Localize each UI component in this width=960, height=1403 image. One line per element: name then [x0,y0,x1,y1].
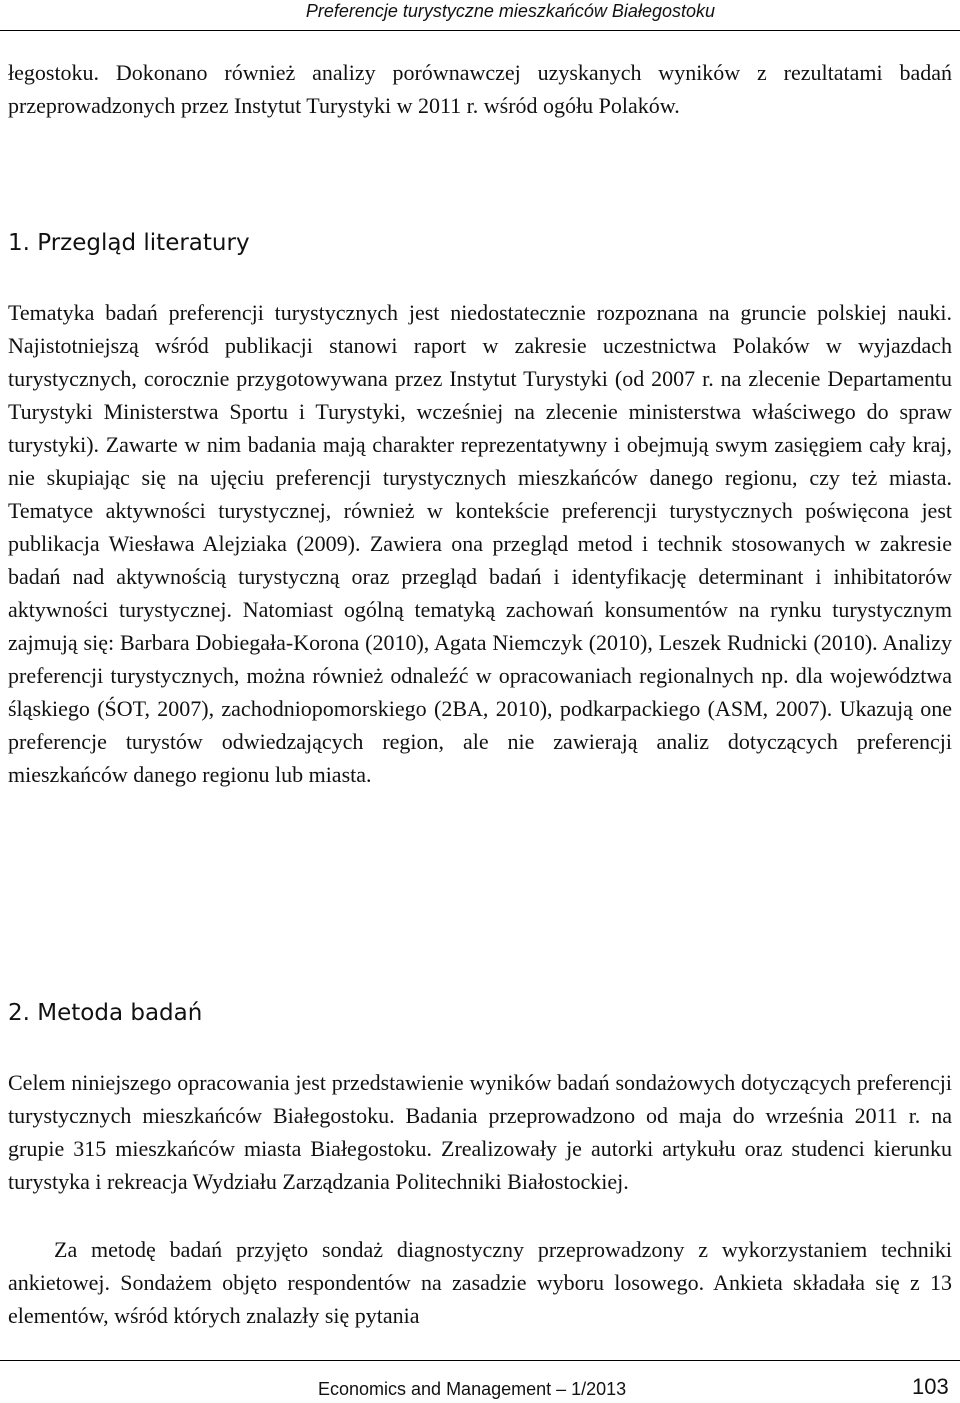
page-number: 103 [912,1374,949,1399]
literature-paragraph: Tematyka badań preferencji turystycznych jest niedostatecznie rozpoznana na gruncie polskiej nauki. Najistotniejszą wśród publikacji stanowi raport w zakresie uczestnictwa Polaków w wyjazdach turystycznych, corocznie przygotowywana przez Instytut Turystyki (od 2007 r. na zlecenie Departamentu Turystyki Ministerstwa Sportu i Turystyki, wcześniej na zlecenie ministerstwa właściwego do spraw turystyki). Zawarte w nim badania mają charakter reprezentatywny i obejmują swym zasięgiem cały kraj, nie skupiając się na ujęciu preferencji turystycznych mieszkańców danego regionu, czy też miasta. Tematyce aktywności turystycznej, również w kontekście preferencji turystycznych poświęcona jest publikacja Wiesława Alejziaka (2009). Zawiera ona przegląd metod i technik stosowanych w zakresie badań nad aktywnością turystyczną oraz przegląd badań i identyfikację determinant i inhibitatorów aktywności turystycznej. Natomiast ogólną tematyką zachowań konsumentów na rynku turystycznym zajmują się: Barbara Dobiegała-Korona (2010), Agata Niemczyk (2010), Leszek Rudnicki (2010). Analizy preferencji turystycznych, można również odnaleźć w opracowaniach regionalnych np. dla województwa śląskiego (ŚOT, 2007), zachodniopomorskiego (2BA, 2010), podkarpackiego (ASM, 2007). Ukazują one preferencje turystów odwiedzających region, ale nie zawierają analiz dotyczących preferencji mieszkańców danego regionu lub miasta. [8,300,952,787]
section-heading-method: 2. Metoda badań [8,1000,203,1026]
running-header: Preferencje turystyczne mieszkańców Białegostoku [305,1,715,21]
footer-divider [0,1360,960,1361]
intro-paragraph: łegostoku. Dokonano również analizy porównawczej uzyskanych wyników z rezultatami badań przeprowadzonych przez Instytut Turystyki w 2011 r. wśród ogółu Polaków. [8,60,952,118]
method-paragraph-1: Celem niniejszego opracowania jest przedstawienie wyników badań sondażowych dotyczących preferencji turystycznych mieszkańców Białegostoku. Badania przeprowadzono od maja do września 2011 r. na grupie 315 mieszkańców miasta Białegostoku. Zrealizowały je autorki artykułu oraz studenci kierunku turystyka i rekreacja Wydziału Zarządzania Politechniki Białostockiej. [8,1070,952,1194]
header-divider [0,30,960,31]
section-heading-literature: 1. Przegląd literatury [8,230,250,256]
method-paragraph-2: Za metodę badań przyjęto sondaż diagnostyczny przeprowadzony z wykorzystaniem techniki ankietowej. Sondażem objęto respondentów na zasadzie wyboru losowego. Ankieta składała się z 13 elementów, wśród których znalazły się pytania [8,1237,952,1328]
footer-journal-info: Economics and Management – 1/2013 [318,1379,627,1399]
